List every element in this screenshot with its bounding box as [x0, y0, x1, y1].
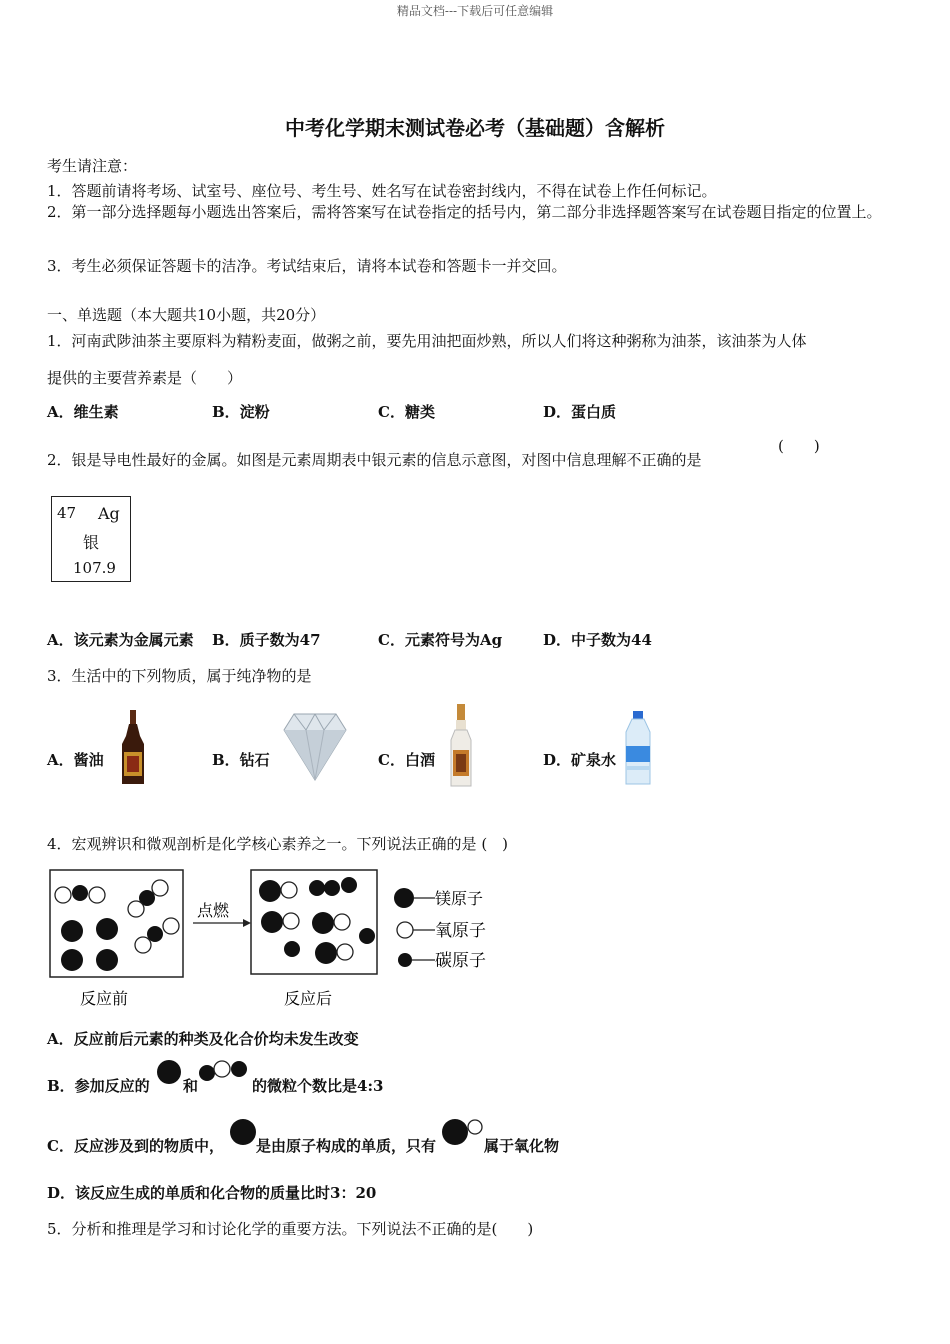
- after-caption: 反应后: [284, 989, 333, 1008]
- magnesium-atom: [315, 942, 337, 964]
- magnesium-atom: [259, 880, 281, 902]
- oxygen-atom: [152, 880, 168, 896]
- q2-option-b[interactable]: B．质子数为47: [212, 631, 321, 649]
- oxygen-atom: [89, 887, 105, 903]
- notice-item-3: 3．考生必须保证答题卡的洁净。考试结束后，请将本试卷和答题卡一并交回。: [47, 257, 567, 275]
- magnesium-atom: [96, 949, 118, 971]
- legend-magnesium: 镁原子: [435, 889, 484, 908]
- magnesium-atom: [261, 911, 283, 933]
- q4-option-c[interactable]: [47, 1135, 224, 1156]
- element-symbol: Ag: [98, 504, 120, 523]
- reaction-diagram: [47, 866, 497, 1012]
- oxygen-atom: [55, 887, 71, 903]
- q4-option-b-pre: B．参加反应的: [47, 1077, 150, 1095]
- q1-option-c[interactable]: C．糖类: [378, 403, 435, 421]
- q4-option-a[interactable]: A．反应前后元素的种类及化合价均未发生改变: [47, 1030, 359, 1048]
- q2-option-a[interactable]: A．该元素为金属元素: [47, 631, 194, 649]
- q2-option-d[interactable]: D．中子数为44: [543, 631, 652, 649]
- water-bottle-icon: [620, 710, 656, 788]
- notice-item-1: 1．答题前请将考场、试室号、座位号、考生号、姓名写在试卷密封线内，不得在试卷上作任何标记。: [47, 182, 717, 200]
- mgo-molecule-icon: [441, 1117, 485, 1147]
- q4-option-b[interactable]: [47, 1075, 150, 1096]
- oxygen-atom: [334, 914, 350, 930]
- legend-carbon: 碳原子: [435, 951, 486, 971]
- q4-option-c-mid: 是由原子构成的单质，只有: [256, 1137, 437, 1155]
- q1-text-line2: 提供的主要营养素是（ ）: [47, 369, 243, 387]
- q3-text: 3．生活中的下列物质，属于纯净物的是: [47, 667, 312, 685]
- q1-option-b[interactable]: B．淀粉: [212, 403, 270, 421]
- legend-oxygen-icon: [397, 922, 413, 938]
- atomic-mass: 107.9: [73, 559, 116, 577]
- before-caption: 反应前: [80, 989, 129, 1008]
- q4-option-b-mid: 和: [183, 1077, 199, 1095]
- co2-molecule-icon: [198, 1058, 250, 1084]
- element-name: 银: [83, 533, 100, 552]
- soy-sauce-bottle-icon: [118, 708, 148, 788]
- q4-option-c-pre: C．反应涉及到的物质中，: [47, 1137, 224, 1155]
- atomic-number: 47: [57, 504, 77, 522]
- legend-carbon-icon: [398, 953, 412, 967]
- q4-text: 4．宏观辨识和微观剖析是化学核心素养之一。下列说法正确的是 ( ): [47, 835, 509, 853]
- q2-answer-paren: ( ): [778, 437, 820, 455]
- section-heading: 一、单选题（本大题共10小题，共20分）: [47, 306, 326, 324]
- carbon-atom: [284, 941, 300, 957]
- magnesium-atom-icon: [156, 1058, 182, 1086]
- q4-option-c-post: 属于氧化物: [484, 1137, 560, 1155]
- carbon-atom: [359, 928, 375, 944]
- oxygen-atom: [135, 937, 151, 953]
- legend-oxygen: 氧原子: [435, 921, 486, 941]
- q3-option-b[interactable]: B．钻石: [212, 751, 270, 769]
- oxygen-atom: [128, 901, 144, 917]
- notice-item-2: 2．第一部分选择题每小题选出答案后，需将答案写在试卷指定的括号内，第二部分非选择题答案写在试卷题目指定的位置上。: [47, 203, 882, 221]
- q2-text: 2．银是导电性最好的金属。如图是元素周期表中银元素的信息示意图，对图中信息理解不正确的是: [47, 451, 702, 469]
- page-title: 中考化学期末测试卷必考（基础题）含解析: [285, 116, 665, 140]
- q1-option-a[interactable]: A．维生素: [47, 403, 119, 421]
- magnesium-atom: [61, 949, 83, 971]
- magnesium-atom-icon: [229, 1117, 257, 1147]
- q1-text-line1: 1．河南武陟油茶主要原料为精粉麦面，做粥之前，要先用油把面炒熟，所以人们将这种粥称为油茶，该油茶为人体: [47, 332, 807, 350]
- liquor-bottle-icon: [447, 702, 475, 788]
- element-tile-silver: [51, 496, 131, 582]
- carbon-atom: [309, 880, 325, 896]
- arrow-head: [243, 919, 251, 927]
- magnesium-atom: [312, 912, 334, 934]
- q1-option-d[interactable]: D．蛋白质: [543, 403, 617, 421]
- q2-option-c[interactable]: C．元素符号为Ag: [378, 631, 503, 649]
- magnesium-atom: [96, 918, 118, 940]
- q4-option-d[interactable]: D．该反应生成的单质和化合物的质量比时3：20: [47, 1184, 377, 1202]
- magnesium-atom: [61, 920, 83, 942]
- diamond-icon: [282, 710, 348, 784]
- legend-magnesium-icon: [394, 888, 414, 908]
- oxygen-atom: [283, 913, 299, 929]
- page-header: 精品文档---下载后可任意编辑: [396, 4, 554, 18]
- q4-option-b-post: 的微粒个数比是4:3: [252, 1077, 384, 1095]
- q3-option-d[interactable]: D．矿泉水: [543, 751, 617, 769]
- notice-heading: 考生请注意：: [47, 157, 138, 175]
- q3-option-c[interactable]: C．白酒: [378, 751, 435, 769]
- carbon-atom: [324, 880, 340, 896]
- q5-text: 5．分析和推理是学习和讨论化学的重要方法。下列说法不正确的是( ): [47, 1220, 534, 1238]
- oxygen-atom: [337, 944, 353, 960]
- carbon-atom: [72, 885, 88, 901]
- oxygen-atom: [163, 918, 179, 934]
- oxygen-atom: [281, 882, 297, 898]
- q3-option-a[interactable]: A．酱油: [47, 751, 104, 769]
- carbon-atom: [341, 877, 357, 893]
- arrow-label: 点燃: [197, 901, 230, 920]
